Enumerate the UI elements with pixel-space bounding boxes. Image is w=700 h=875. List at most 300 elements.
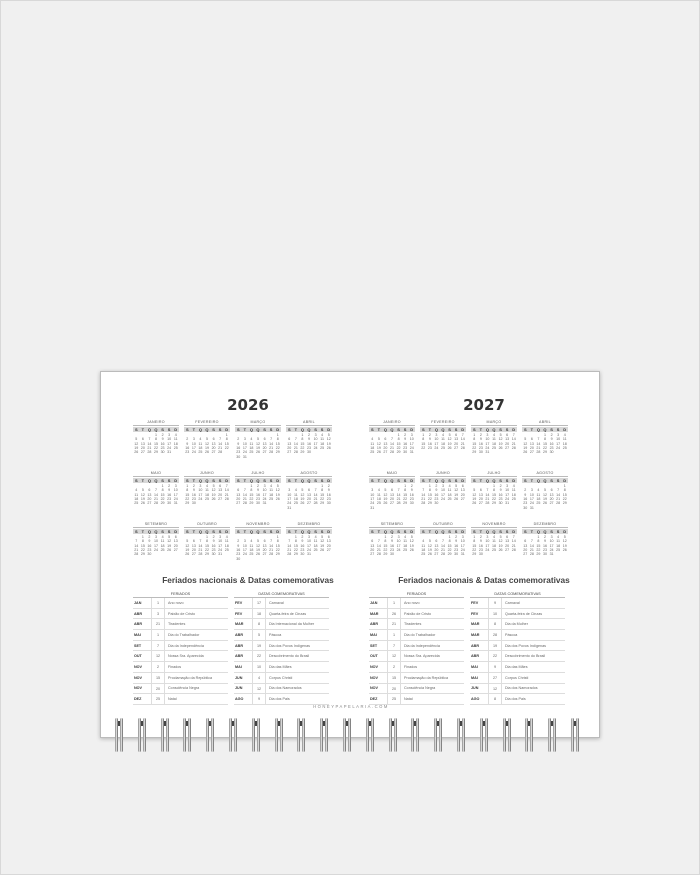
weekday-label: S xyxy=(236,427,240,432)
day-number: 23 xyxy=(434,497,439,502)
day-number: 24 xyxy=(485,446,490,451)
day-number: 31 xyxy=(262,501,267,506)
day-number: 20 xyxy=(306,497,311,502)
row-name: Descobrimento do Brasil xyxy=(505,654,546,659)
weekday-label: S xyxy=(314,427,317,432)
day-number: 28 xyxy=(218,450,223,455)
day-number: 31 xyxy=(242,454,247,459)
day-number: 28 xyxy=(198,552,203,557)
day-number: 24 xyxy=(153,548,158,553)
day-number: 22 xyxy=(275,548,280,553)
weekday-label: S xyxy=(556,529,560,534)
day-number: 8 xyxy=(294,539,297,544)
day-number: 2 xyxy=(479,432,482,437)
day-number: 27 xyxy=(549,501,554,506)
day-number: 2 xyxy=(550,432,553,437)
table-row xyxy=(369,641,464,652)
month-calendar xyxy=(235,471,281,506)
day-grid xyxy=(522,535,568,557)
weekday-label: Q xyxy=(147,478,151,483)
weekday-header xyxy=(522,529,568,534)
day-number: 13 xyxy=(478,492,483,497)
day-number: 11 xyxy=(249,543,254,548)
row-name: Dia das Mães xyxy=(269,664,292,669)
day-number: 18 xyxy=(134,497,139,502)
day-number: 5 xyxy=(205,437,208,442)
row-day: 8 xyxy=(488,619,502,629)
day-number: 14 xyxy=(153,492,158,497)
day-number: 18 xyxy=(447,492,452,497)
day-number: 21 xyxy=(511,543,516,548)
day-number: 9 xyxy=(543,539,546,544)
day-number: 12 xyxy=(185,543,190,548)
day-number: 19 xyxy=(542,497,547,502)
day-number: 20 xyxy=(370,548,375,553)
day-number: 9 xyxy=(256,488,259,493)
day-number: 17 xyxy=(153,543,158,548)
day-number: 22 xyxy=(403,497,408,502)
day-number: 2 xyxy=(404,432,407,437)
day-number: 13 xyxy=(306,492,311,497)
weekday-label: Q xyxy=(441,427,445,432)
day-number: 9 xyxy=(301,539,304,544)
day-number: 1 xyxy=(205,534,208,539)
ring-wire xyxy=(275,718,278,752)
day-number: 2 xyxy=(301,534,304,539)
month-calendar xyxy=(369,471,415,510)
day-number: 20 xyxy=(523,548,528,553)
table-row xyxy=(369,673,464,684)
weekday-header xyxy=(133,427,179,432)
day-number: 4 xyxy=(174,432,177,437)
month-calendar xyxy=(286,522,332,557)
day-number: 20 xyxy=(287,446,292,451)
day-number: 14 xyxy=(556,492,561,497)
day-number: 5 xyxy=(256,437,259,442)
day-number: 5 xyxy=(428,539,431,544)
day-number: 10 xyxy=(549,539,554,544)
weekday-label: Q xyxy=(147,427,151,432)
ring-wire xyxy=(457,718,460,752)
weekday-label: S xyxy=(185,529,189,534)
day-number: 1 xyxy=(543,432,546,437)
day-number: 31 xyxy=(306,552,311,557)
spiral-ring xyxy=(547,716,557,756)
day-number: 31 xyxy=(173,501,178,506)
month-name: OUTUBRO xyxy=(420,522,466,528)
day-number: 5 xyxy=(499,432,502,437)
day-number: 2 xyxy=(186,437,189,442)
day-grid xyxy=(286,433,332,455)
weekday-label: S xyxy=(161,478,164,483)
day-number: 15 xyxy=(472,543,477,548)
day-number: 15 xyxy=(320,492,325,497)
day-number: 8 xyxy=(250,488,253,493)
ring-wire xyxy=(576,718,579,752)
day-number: 27 xyxy=(389,501,394,506)
day-number: 9 xyxy=(428,437,431,442)
day-number: 3 xyxy=(410,432,413,437)
day-number: 3 xyxy=(263,483,266,488)
day-number: 13 xyxy=(383,441,388,446)
table-row xyxy=(470,684,565,695)
day-number: 10 xyxy=(485,437,490,442)
weekday-label: Q xyxy=(485,427,489,432)
weekday-label: Q xyxy=(383,478,387,483)
ring-wire xyxy=(320,718,323,752)
day-number: 29 xyxy=(153,450,158,455)
day-number: 4 xyxy=(492,432,495,437)
day-number: 1 xyxy=(563,483,566,488)
day-number: 24 xyxy=(434,446,439,451)
month-name: JULHO xyxy=(471,471,517,477)
day-number: 23 xyxy=(427,446,432,451)
day-number: 16 xyxy=(255,492,260,497)
day-number: 9 xyxy=(435,488,438,493)
spiral-ring xyxy=(342,716,352,756)
day-number: 28 xyxy=(242,501,247,506)
day-number: 6 xyxy=(384,437,387,442)
month-name: AGOSTO xyxy=(522,471,568,477)
weekday-label: S xyxy=(161,427,164,432)
day-number: 1 xyxy=(276,432,279,437)
day-number: 1 xyxy=(492,483,495,488)
day-number: 18 xyxy=(491,543,496,548)
row-name: Dia dos Namorados xyxy=(269,686,302,691)
day-number: 10 xyxy=(191,441,196,446)
day-number: 6 xyxy=(141,437,144,442)
weekday-label: S xyxy=(185,478,189,483)
day-grid xyxy=(133,433,179,455)
day-number: 14 xyxy=(376,543,381,548)
row-name: Dia das Mães xyxy=(505,664,528,669)
day-number: 5 xyxy=(543,488,546,493)
ring-wire xyxy=(166,718,169,752)
row-day: 1 xyxy=(387,598,401,608)
weekday-label: S xyxy=(556,478,560,483)
ring-wire xyxy=(206,718,209,752)
day-grid xyxy=(286,484,332,510)
day-number: 30 xyxy=(478,552,483,557)
weekday-header xyxy=(369,529,415,534)
weekday-label: Q xyxy=(307,427,311,432)
row-day: 7 xyxy=(387,641,401,651)
row-month: OUT xyxy=(134,654,142,659)
spiral-ring xyxy=(456,716,466,756)
ring-wire xyxy=(389,718,392,752)
ring-wire xyxy=(120,718,123,752)
row-month: FEV xyxy=(471,611,479,616)
day-number: 10 xyxy=(262,488,267,493)
day-number: 2 xyxy=(327,483,330,488)
day-number: 24 xyxy=(409,446,414,451)
day-number: 22 xyxy=(396,446,401,451)
day-number: 27 xyxy=(434,552,439,557)
day-number: 3 xyxy=(397,534,400,539)
day-number: 19 xyxy=(454,492,459,497)
day-number: 13 xyxy=(326,539,331,544)
weekday-label: D xyxy=(512,478,516,483)
weekday-label: S xyxy=(454,529,458,534)
day-number: 21 xyxy=(269,446,274,451)
day-number: 7 xyxy=(288,539,291,544)
weekday-label: D xyxy=(276,427,280,432)
weekday-label: S xyxy=(134,529,138,534)
day-number: 28 xyxy=(287,552,292,557)
day-number: 2 xyxy=(237,437,240,442)
day-number: 25 xyxy=(403,548,408,553)
weekday-label: S xyxy=(134,427,138,432)
day-number: 20 xyxy=(236,497,241,502)
day-number: 11 xyxy=(441,437,445,442)
day-number: 8 xyxy=(276,437,279,442)
day-number: 2 xyxy=(307,432,310,437)
weekday-label: D xyxy=(512,529,516,534)
day-number: 31 xyxy=(409,450,414,455)
weekday-label: S xyxy=(236,529,240,534)
day-number: 10 xyxy=(529,492,534,497)
ring-wire xyxy=(394,718,397,752)
weekday-header xyxy=(235,529,281,534)
day-number: 14 xyxy=(511,437,516,442)
day-number: 18 xyxy=(421,548,426,553)
day-grid xyxy=(369,484,415,510)
day-number: 3 xyxy=(506,483,509,488)
day-number: 6 xyxy=(479,488,482,493)
day-number: 26 xyxy=(134,450,139,455)
day-number: 20 xyxy=(478,497,483,502)
day-number: 21 xyxy=(147,446,152,451)
day-number: 1 xyxy=(276,534,279,539)
day-number: 23 xyxy=(255,497,260,502)
day-number: 20 xyxy=(191,548,196,553)
day-number: 25 xyxy=(370,450,375,455)
day-number: 26 xyxy=(454,497,459,502)
row-month: DEZ xyxy=(134,697,142,702)
day-number: 31 xyxy=(167,450,172,455)
table-row xyxy=(234,641,329,652)
weekday-label: S xyxy=(320,529,324,534)
weekday-label: Q xyxy=(383,529,387,534)
weekday-label: S xyxy=(263,478,266,483)
month-name: DEZEMBRO xyxy=(286,522,332,528)
day-number: 22 xyxy=(140,548,145,553)
day-number: 23 xyxy=(389,548,394,553)
day-number: 15 xyxy=(427,492,432,497)
row-month: SET xyxy=(370,643,378,648)
weekday-label: Q xyxy=(485,478,489,483)
row-name: Dia dos Povos Indígenas xyxy=(505,643,546,648)
row-name: Finados xyxy=(404,664,418,669)
ring-wire xyxy=(525,718,528,752)
weekday-label: Q xyxy=(390,478,394,483)
weekday-header xyxy=(420,478,466,483)
row-name: Corpus Christi xyxy=(505,675,529,680)
day-number: 17 xyxy=(549,543,554,548)
row-name: Páscoa xyxy=(269,632,282,637)
day-number: 12 xyxy=(204,441,209,446)
day-number: 5 xyxy=(524,437,527,442)
day-number: 4 xyxy=(250,437,253,442)
day-number: 31 xyxy=(370,505,375,510)
month-name: JUNHO xyxy=(420,471,466,477)
day-number: 15 xyxy=(383,543,388,548)
day-number: 10 xyxy=(396,539,401,544)
day-number: 14 xyxy=(287,543,292,548)
day-number: 17 xyxy=(191,446,196,451)
day-number: 16 xyxy=(236,446,241,451)
month-calendar xyxy=(471,522,517,557)
day-number: 4 xyxy=(205,483,208,488)
row-day: 25 xyxy=(151,694,165,704)
day-number: 18 xyxy=(313,543,318,548)
day-number: 11 xyxy=(198,441,203,446)
row-day: 21 xyxy=(151,619,165,629)
day-number: 29 xyxy=(160,501,165,506)
day-number: 22 xyxy=(562,497,567,502)
weekday-label: S xyxy=(556,427,560,432)
day-number: 4 xyxy=(135,488,138,493)
weekday-label: Q xyxy=(434,427,438,432)
day-number: 13 xyxy=(236,492,241,497)
datas-comemorativas-table xyxy=(234,591,329,705)
weekday-label: D xyxy=(563,529,567,534)
day-number: 23 xyxy=(191,497,196,502)
day-number: 7 xyxy=(537,437,540,442)
day-number: 28 xyxy=(460,446,465,451)
weekday-label: T xyxy=(479,529,483,534)
day-number: 17 xyxy=(287,497,292,502)
day-number: 24 xyxy=(262,497,267,502)
day-number: 24 xyxy=(167,446,172,451)
row-month: SET xyxy=(134,643,142,648)
day-number: 20 xyxy=(505,543,510,548)
day-number: 18 xyxy=(370,446,375,451)
month-calendar xyxy=(286,471,332,510)
day-number: 19 xyxy=(255,446,260,451)
row-name: Tiradentes xyxy=(168,622,186,627)
row-day: 9 xyxy=(252,694,266,704)
day-number: 6 xyxy=(219,483,222,488)
day-number: 12 xyxy=(454,488,459,493)
day-number: 27 xyxy=(370,552,375,557)
day-number: 21 xyxy=(218,446,223,451)
day-number: 27 xyxy=(478,501,483,506)
table-row xyxy=(470,598,565,609)
day-number: 22 xyxy=(320,497,325,502)
weekday-label: Q xyxy=(492,427,496,432)
day-number: 2 xyxy=(168,483,171,488)
ring-wire xyxy=(183,718,186,752)
ring-wire xyxy=(325,718,328,752)
day-number: 28 xyxy=(269,450,274,455)
month-calendar xyxy=(471,471,517,506)
day-number: 19 xyxy=(134,446,139,451)
day-number: 26 xyxy=(447,446,452,451)
day-number: 7 xyxy=(557,488,560,493)
month-calendar xyxy=(133,522,179,557)
day-number: 1 xyxy=(428,483,431,488)
weekday-header xyxy=(471,427,517,432)
day-number: 26 xyxy=(211,497,216,502)
row-month: NOV xyxy=(370,675,378,680)
day-number: 14 xyxy=(134,543,139,548)
weekday-label: Q xyxy=(536,478,540,483)
day-grid xyxy=(471,484,517,506)
ring-wire xyxy=(257,718,260,752)
day-number: 28 xyxy=(313,501,318,506)
day-number: 24 xyxy=(460,548,465,553)
weekday-header xyxy=(133,478,179,483)
day-number: 4 xyxy=(557,534,560,539)
day-number: 23 xyxy=(478,446,483,451)
day-number: 1 xyxy=(397,432,400,437)
day-number: 14 xyxy=(147,441,152,446)
ring-wire xyxy=(161,718,164,752)
weekday-label: S xyxy=(314,478,317,483)
day-number: 6 xyxy=(461,483,464,488)
row-day: 12 xyxy=(488,684,502,694)
day-number: 10 xyxy=(434,437,439,442)
spiral-ring xyxy=(296,716,306,756)
month-calendar xyxy=(184,522,230,557)
day-number: 4 xyxy=(422,539,425,544)
weekday-label: S xyxy=(403,529,407,534)
weekday-label: T xyxy=(192,478,196,483)
weekday-header xyxy=(286,427,332,432)
weekday-label: Q xyxy=(300,478,304,483)
day-number: 11 xyxy=(205,488,209,493)
weekday-label: D xyxy=(225,529,229,534)
day-number: 19 xyxy=(275,492,280,497)
weekday-label: D xyxy=(563,478,567,483)
day-number: 16 xyxy=(191,492,196,497)
day-number: 17 xyxy=(460,543,465,548)
day-number: 21 xyxy=(511,441,516,446)
day-number: 26 xyxy=(383,501,388,506)
day-number: 25 xyxy=(562,446,567,451)
day-number: 27 xyxy=(173,548,178,553)
day-grid xyxy=(235,433,281,459)
row-month: OUT xyxy=(370,654,378,659)
day-number: 22 xyxy=(153,446,158,451)
day-number: 30 xyxy=(523,505,528,510)
day-number: 14 xyxy=(511,539,516,544)
weekday-label: Q xyxy=(383,427,387,432)
day-number: 18 xyxy=(403,543,408,548)
day-number: 15 xyxy=(153,441,158,446)
ring-wire xyxy=(252,718,255,752)
row-name: Ano novo xyxy=(168,600,184,605)
day-number: 15 xyxy=(300,441,305,446)
row-name: Dia do Trabalhador xyxy=(404,632,436,637)
day-number: 2 xyxy=(524,488,527,493)
day-number: 18 xyxy=(491,441,496,446)
day-number: 22 xyxy=(204,548,209,553)
day-number: 23 xyxy=(236,450,241,455)
day-number: 6 xyxy=(307,488,310,493)
day-number: 5 xyxy=(384,488,387,493)
day-number: 26 xyxy=(300,501,305,506)
day-number: 17 xyxy=(409,441,414,446)
day-number: 4 xyxy=(225,534,228,539)
day-number: 29 xyxy=(447,552,452,557)
ring-wire xyxy=(480,718,483,752)
weekday-label: Q xyxy=(485,529,489,534)
weekday-label: T xyxy=(141,529,145,534)
day-number: 7 xyxy=(441,539,444,544)
weekday-label: D xyxy=(461,478,465,483)
